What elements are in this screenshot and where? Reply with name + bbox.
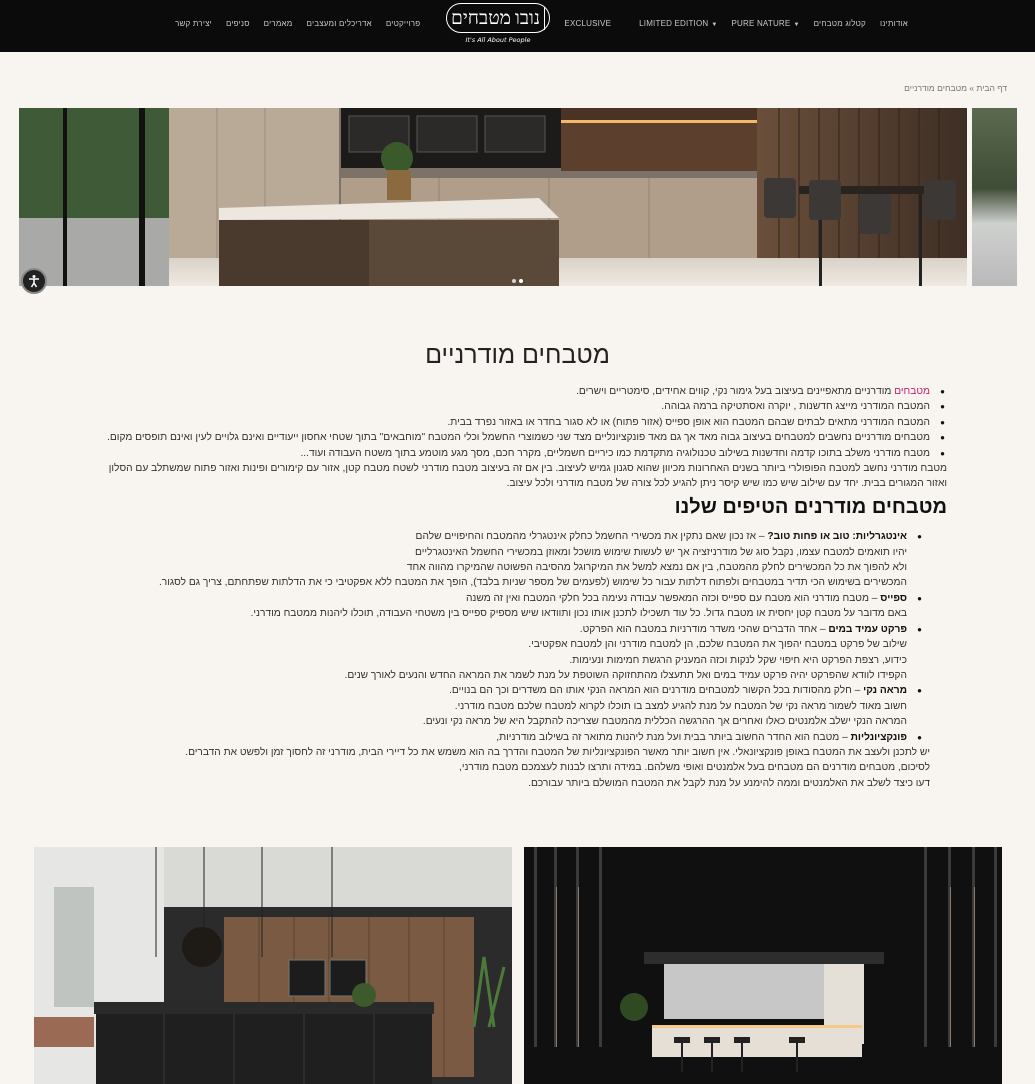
intro-paragraph: מטבח מודרני נחשב למטבח הפופולרי ביותר בשנים האחרונות מכיוון שהוא סגנון גמיש לעיצוב. בין אם זה בעיצוב מטבח מודרני לשטח מטבח קטן, אזור עם קימורים ופינות ואזור פתוח שמשתלב עם הסלון ואזור המגורים בבית. יחד עם שילוב שיש כמו שיש קיסר ניתן להגיע לכל צורה של מטבח מודרני ולכל עיצוב. [108,463,947,490]
main-nav-left [168,15,427,32]
list-item-text: המטבח המודרני מתאים לבתים שבהם המטבח הוא אופן ספייס (אזור פתוח) או לא סגור בחדר או באזור נפרד בבית. [447,416,930,428]
nav-item-label: PURE NATURE [731,19,791,28]
list-item [99,415,947,430]
logo-mark [446,3,550,33]
gallery-image-left[interactable] [34,847,512,1084]
nav-item-pure-nature[interactable] [725,15,807,32]
tip-line: המראה הנקי ישלב אלמנטים כאלו ואחרים אך ההרגשה הכללית מהמטבח שצריכה להתקבל היא של מראה נקי ונעים. [422,716,907,728]
main-nav-right [557,15,915,32]
list-item [99,446,947,461]
tip-title: פונקציונליות [850,731,907,743]
tip-line: דעו כיצד לשלב את האלמנטים וממה להימנע על מנת לקבל את המטבח המושלם ביותר עבורכם. [528,777,930,789]
tip-text: – מטבח מודרני הוא מטבח עם ספייס וכזה המאפשר עבודה נעימה בכל חלקי המטבח ואין זה משנה [465,592,881,604]
nav-item-projects[interactable]: פרוייקטים [385,19,421,28]
tip-item [99,529,924,591]
tip-text: – חלק מהסודות בכל הקשור למטבחים מודרנים הוא המראה הנקי אותו הם משדרים וכך הם בנויים. [449,685,864,697]
tip-title: מראה נקי [863,685,907,697]
nav-item-about[interactable]: אודותינו [879,19,908,28]
tip-line: הקפידו לוודא שהפרקט יהיה פרקט עמיד במים ואל תתעצלו מהתחזוקה השוטפת על מנת לשמר את המראה החדש והנעים לאורך שנים. [344,669,907,681]
tip-item [99,591,924,622]
nav-item-contact[interactable]: יצירת קשר [175,19,212,28]
tip-line: כידוע, רצפת הפרקט היא חיפוי שקל לנקות וכזה המעניק הרגשת חמימות ונעימות. [569,654,907,666]
chevron-down-icon: ▼ [793,22,800,28]
gallery-image-right[interactable] [524,847,1002,1084]
nav-item-exclusive[interactable]: EXCLUSIVE [564,19,612,28]
nav-item-label: LIMITED EDITION [639,19,709,28]
tip-text: – אחד הדברים שהכי משדר מודרניות במטבח הוא הפרקט. [579,623,829,635]
site-header [0,0,1035,52]
tip-line: המכשירים בשימוש הכי תדיר במטבחים ולפתוח דלתות עבור כל שימוש (לפעמים של מספר שניות בלבד), הופך את המטבח ללא אפקטיבי כי את הדלתות שפתחתם, צריך גם לסגור. [158,577,907,589]
nav-item-articles[interactable]: מאמרים [263,19,293,28]
tip-item [99,730,930,792]
slider-dot-2 [519,279,523,283]
tip-title: אינטגרליות: טוב או פחות טוב? [767,531,907,543]
tip-title: ספייס [880,592,907,604]
tip-item [99,683,924,729]
accessibility-figure-icon [27,274,41,288]
tip-line: לסיכום, מטבחים מודרנים הם מטבחים בעל אלמנטים ואופי משלהם. במידה ותרצו לבנות לעצמכם מטבח מודרני, [459,762,930,774]
site-logo[interactable] [446,3,550,49]
intro-list [99,384,947,461]
list-item-text: מטבח מודרני משלב בתוכו קדמה וחדשנות בשילוב טכנולוגיה מתקדמת כמו כיריים חשמליים, מקרר חכם, מסך מגע מוטמע בתוך משטח העבודה ועוד... [300,447,930,459]
tip-text: – אז נכון שאם נתקין את מכשירי החשמל כחלק אינטגרלי מהמטבח והחיפויים שלהם [415,531,768,543]
logo-tagline: It's All About People [465,36,531,44]
nav-item-limited-edition[interactable] [632,15,724,32]
kitchens-link[interactable]: מטבחים [894,386,930,397]
chevron-down-icon: ▼ [711,22,718,28]
nav-item-catalog[interactable]: קטלוג מטבחים [813,19,866,28]
breadcrumb-home-link[interactable]: דף הבית [976,83,1007,93]
tip-line: חשוב מאוד לשמור מראה נקי של המטבח על מנת להגיע למצב בו תוכלו לקרוא למטבח שלכם מטבח מודרני. [454,700,907,712]
tip-line: ולא להפוך את כל המכשירים לחלק מהמטבח, בין אם נמצא למשל את המיקרוגל מהסיבה הפשוטה שהמיקרו מהווה אחד [406,562,907,574]
article-content [99,384,947,791]
slider-dot-1 [512,279,516,283]
section-title: מטבחים מודרנים הטיפים שלנו [674,495,947,518]
tip-title: פרקט עמיד במים [828,623,907,635]
black-kitchen-image [524,847,1002,1084]
list-item-text: מודרניים מתאפיינים בעיצוב בעל גימור נקי, קווים אחידים, סימטריים וישרים. [576,386,895,397]
hero-slider[interactable] [19,108,967,286]
list-item-text: המטבח המודרני מייצג חדשנות , יוקרה ואסתטיקה ברמה גבוהה. [661,401,930,413]
list-item [99,384,947,399]
dark-kitchen-image [34,847,512,1084]
tip-item [99,622,924,684]
tip-text: – מטבח הוא החדר החשוב ביותר בבית ועל מנת ליהנות מתואר זה בשילוב מודרניות, [496,731,851,743]
breadcrumb [904,83,1007,93]
accessibility-icon[interactable] [21,268,47,294]
nav-item-architects[interactable]: אדריכלים ומעצבים [306,19,372,28]
tip-line: יהיו תואמים למטבח עצמו, נקבל סוג של מודרניזציה אך יש לעשות שימוש מושכל ומאוזן במכשירי החשמל האינטגרליים [415,546,907,558]
hero-next-slide-preview[interactable] [972,108,1017,286]
list-item [99,430,947,445]
tip-line: באם מדובר על מטבח קטן יחסית או מטבח גדול. כל עוד תשכילו לתכנן אותו נכון ותוודאו שיש מספיק ספייס בין משטחי העבודה, תוכלו ליהנות ממטבח מודרני. [250,608,907,620]
list-item-text: מטבחים מודרניים נחשבים למטבחים בעיצוב גבוה מאד אך גם מאד פונקציונליים מצד שני כשמוצרי החשמל וכלי המטבח "מוחבאים" בתוך שטחי אחסון ייעודיים ואינם גלויים לעין ואינם תופסים מקום. [107,432,930,444]
logo-text-novo: נובו [515,7,545,30]
nav-item-branches[interactable]: סניפים [225,19,250,28]
breadcrumb-current: מטבחים מודרניים [904,83,968,93]
list-item [99,399,947,414]
tips-list [99,529,947,791]
hero-kitchen-image [19,108,967,286]
logo-text-kitchens: מטבחים [450,6,511,29]
tip-line: יש לתכנן ולעצב את המטבח באופן פונקציונאלי. אין חשוב יותר מאשר הפונקציונליות של המטבח והדרך בה הוא משמש את כל דיירי הבית, מודרני זה לחסוך זמן ולפשט את הדברים. [185,746,930,758]
page-title: מטבחים מודרניים [425,341,610,369]
tip-line: שילוב של פרקט במטבח יהפוך את המטבח שלכם, הן למטבח מודרני והן למטבח אפקטיבי. [528,639,907,651]
breadcrumb-separator: » [969,83,975,93]
